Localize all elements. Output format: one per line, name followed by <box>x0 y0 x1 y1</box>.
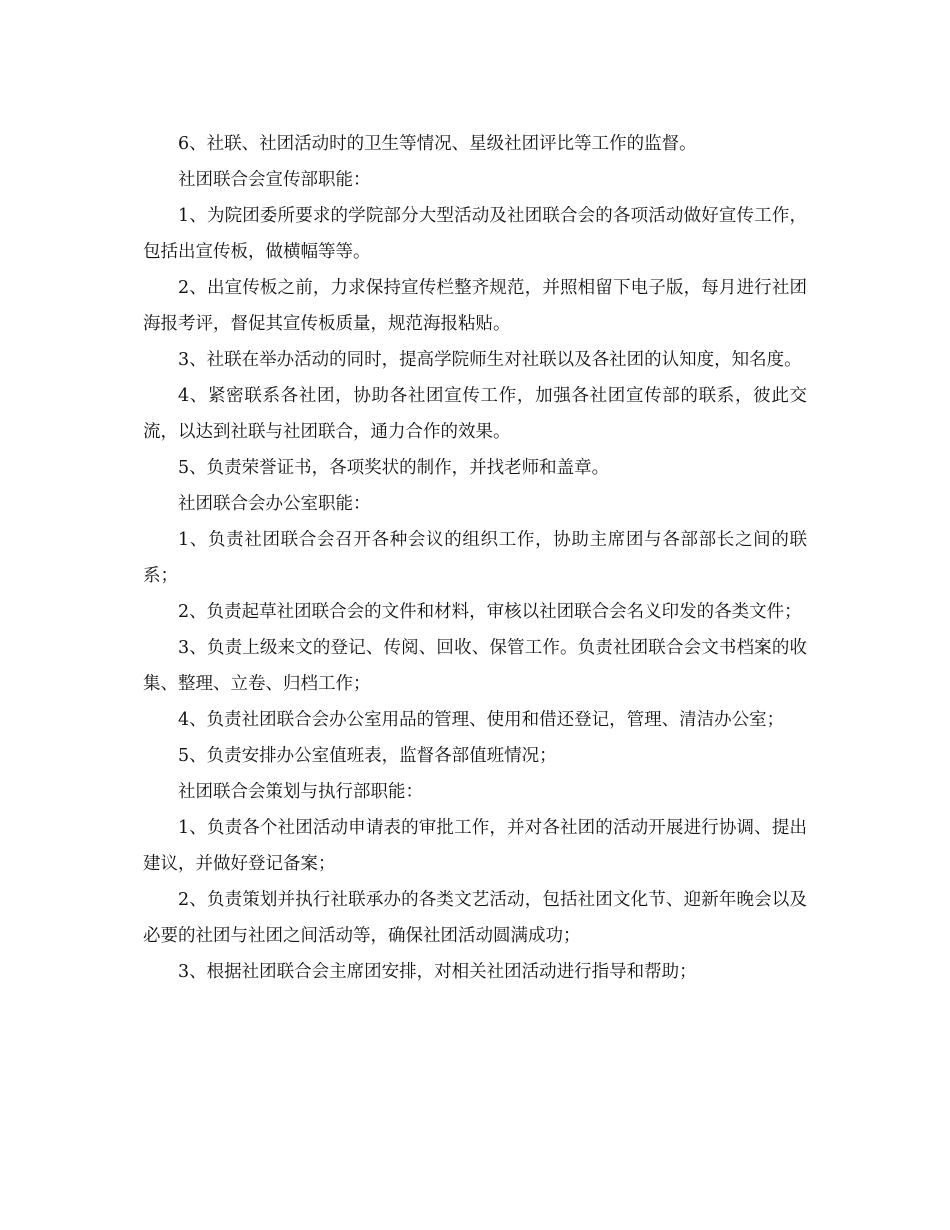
paragraph: 3、社联在举办活动的同时，提高学院师生对社联以及各社团的认知度，知名度。 <box>178 350 802 370</box>
paragraph: 1、负责社团联合会召开各种会议的组织工作，协助主席团与各部部长之间的联系； <box>143 530 807 586</box>
paragraph: 1、负责各个社团活动申请表的审批工作，并对各社团的活动开展进行协调、提出建议，并做好登记备案； <box>143 818 807 874</box>
paragraph: 5、负责荣誉证书，各项奖状的制作，并找老师和盖章。 <box>178 458 610 478</box>
paragraph: 3、负责上级来文的登记、传阅、回收、保管工作。负责社团联合会文书档案的收集、整理、立卷、归档工作； <box>143 638 807 694</box>
paragraph: 2、出宣传板之前，力求保持宣传栏整齐规范，并照相留下电子版，每月进行社团海报考评，督促其宣传板质量，规范海报粘贴。 <box>143 278 807 334</box>
paragraph: 4、紧密联系各社团，协助各社团宣传工作，加强各社团宣传部的联系，彼此交流，以达到社联与社团联合，通力合作的效果。 <box>143 386 807 442</box>
section-heading-publicity: 社团联合会宣传部职能： <box>178 170 371 190</box>
section-heading-office: 社团联合会办公室职能： <box>178 494 371 514</box>
paragraph: 4、负责社团联合会办公室用品的管理、使用和借还登记，管理、清洁办公室； <box>178 710 785 730</box>
section-heading-planning: 社团联合会策划与执行部职能： <box>178 782 423 802</box>
paragraph: 5、负责安排办公室值班表，监督各部值班情况； <box>178 746 557 766</box>
paragraph: 1、为院团委所要求的学院部分大型活动及社团联合会的各项活动做好宣传工作，包括出宣传板，做横幅等等。 <box>143 206 807 262</box>
paragraph: 3、根据社团联合会主席团安排，对相关社团活动进行指导和帮助； <box>178 962 697 982</box>
document-body <box>143 126 807 990</box>
paragraph: 2、负责策划并执行社联承办的各类文艺活动，包括社团文化节、迎新年晚会以及必要的社团与社团之间活动等，确保社团活动圆满成功； <box>143 890 807 946</box>
paragraph: 6、社联、社团活动时的卫生等情况、星级社团评比等工作的监督。 <box>178 134 697 154</box>
paragraph: 2、负责起草社团联合会的文件和材料，审核以社团联合会名义印发的各类文件； <box>178 602 802 622</box>
